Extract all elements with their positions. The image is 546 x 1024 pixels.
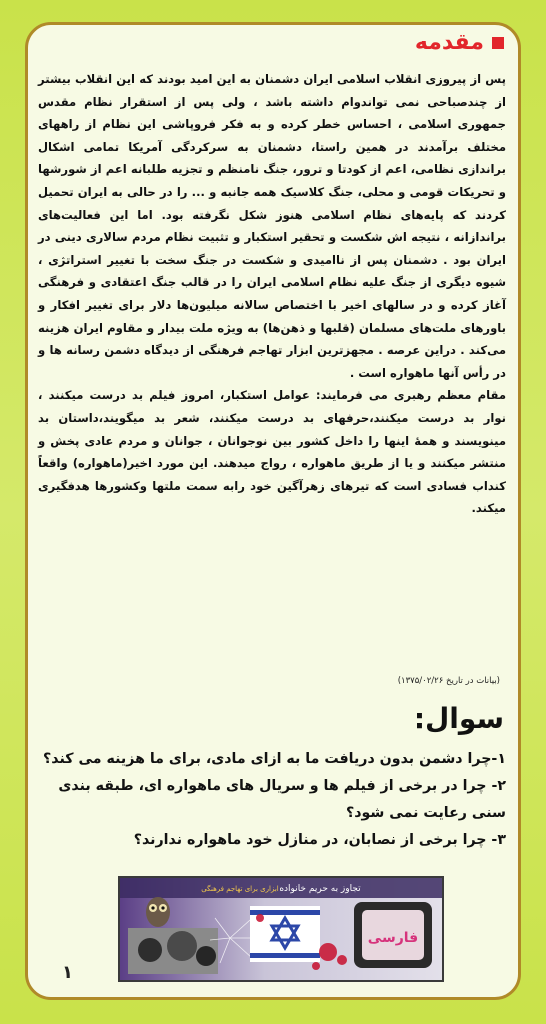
tv-icon <box>354 902 432 968</box>
page-number: ۱ <box>62 962 73 983</box>
brand-logo: فارسی <box>367 930 419 946</box>
paragraph-intro: پس از پیروزی انقلاب اسلامی ایران دشمنان به این امید بودند که این انقلاب بیشتر از چندصباحی نمی تواندوام داشته باشد ، ولی پس از استقرار نظام مقدس جمهوری اسلامی ، احساس خطر کرده و به فکر فروپاشی این نظام از راههای مختلف برآمدند در همین راستا، دشمنان به سرکردگی آمریکا تمامی اشکال براندازی نظامی، اعم از کودتا و ترور، جنگ نامنظم و تجزیه طلبانه اعم از شورشها و تحریکات قومی و محلی، جنگ کلاسیک همه جانبه و ... را در حالی به ایران تحمیل کردند که پایه‌های نظام اسلامی هنوز شکل نگرفته بود. اما این فعالیت‌های براندازانه ، نتیجه اش شکست و تحقیر استکبار و تثبیت نظام مردم سالاری دینی در ایران بود . دشمنان پس از ناامیدی و شکست در جنگ سخت با تغییر استراتژی ، شیوه دیگری از جنگ علیه نظام اسلامی ایران را در قالب جنگ اعتقادی و فرهنگی آغاز کرده و در سالهای اخیر با اختصاص سالانه میلیون‌ها دلار برای تغییر افکار و باورهای ملت‌های مسلمان (قلبها و ذهن‌ها) به ویژه ملت بیدار و مقاوم ایران هزینه می‌کند . دراین عرصه . مجهزترین ابزار تهاجم فرهنگی از دیدگاه دشمن رسانه ها و در رأس آنها ماهواره است . <box>38 72 506 380</box>
banner-title: تجاوز به حریم خانواده <box>279 884 361 894</box>
questions-list <box>38 746 506 854</box>
bullet-square-icon <box>492 37 504 49</box>
section-title: مقدمه <box>414 30 484 55</box>
illustration-banner <box>118 876 444 982</box>
question-item: ۱-چرا دشمن بدون دریافت ما به ازای مادی، برای ما هزینه می کند؟ <box>43 751 506 767</box>
crowd-photo-icon <box>128 928 218 974</box>
question-item: ۲- چرا در برخی از فیلم ها و سریال های ماهواره ای، طبقه بندی سنی رعایت نمی شود؟ <box>58 778 506 821</box>
citation: (بیانات در تاریخ ۱۳۷۵/۰۲/۲۶) <box>397 676 500 686</box>
questions-heading: سوال: <box>413 702 504 735</box>
owl-icon <box>146 897 170 927</box>
intro-text <box>38 68 506 520</box>
question-item: ۳- چرا برخی از نصابان، در منازل خود ماهواره ندارند؟ <box>133 832 506 848</box>
banner-illustration <box>120 878 442 980</box>
banner-subtitle: ابزاری برای تهاجم فرهنگی <box>201 885 279 893</box>
section-heading <box>415 30 504 55</box>
paragraph-quote: مقام معظم رهبری می فرمایند: عوامل استکبار، امروز فیلم بد درست میکنند ، نوار بد درست میکنند،حرفهای بد درست میکنند، شعر بد میگویند،داستان بد مینویسند و همهٔ اینها را داخل کشور بین نوجوانان ، جوانان و مردم عادی پخش و منتشر میکنند و یا از طریق ماهواره ، رواج میدهند. این مورد اخیر(ماهواره) واقعاً کنداب فسادی است که تیرهای زهرآگین خود رابه سمت ملتها وکشورها هدفگیری میکند. <box>38 388 506 516</box>
